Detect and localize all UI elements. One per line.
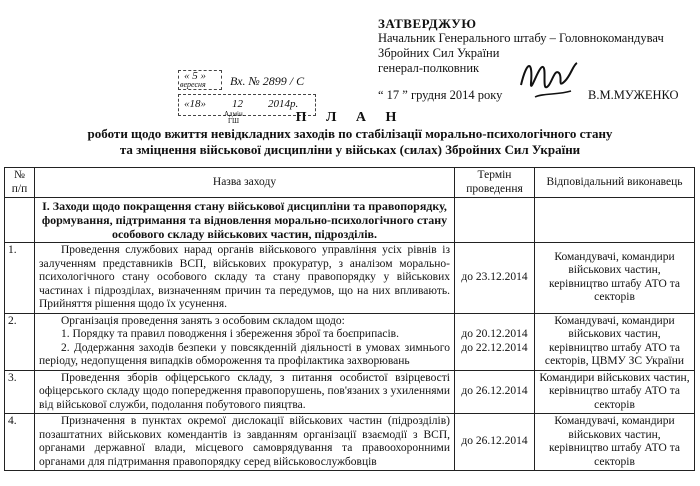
row-task	[35, 414, 455, 471]
header-num: № п/п	[5, 168, 35, 198]
table-row	[5, 414, 695, 471]
row-task	[35, 313, 455, 370]
document-subtitle-2: та зміцнення військової дисципліни у військах (силах) Збройних Сил України	[119, 142, 581, 157]
approval-position-line1: Начальник Генерального штабу – Головнокомандувач	[378, 31, 664, 45]
row-resp: Командувачі, командири військових частин, керівництво штабу АТО та секторів, ЦВМУ ЗС України	[535, 313, 695, 370]
row-task-text: Проведення службових нарад органів військового управління усіх рівнів із залученням представників ВСП, військових прокуратур, з аналізом морально-психологічного стану особового складу та стану правопорядку у військових частинах і підрозділах, визначенням причин та передумов, що на них впливають. Прийняття рішення щодо їх усунення.	[39, 244, 450, 310]
row-task-text: Призначення в пунктах окремої дислокації військових частин (підрозділів) позаштатних військових комендантів із завданням організації взаємодії з ВСП, органами державної влади, місцевого самоврядування та правоохоронними органами для підтримання правопорядку серед військовослужбовців	[39, 415, 450, 468]
table-header-row	[5, 168, 695, 198]
header-name: Назва заходу	[35, 168, 455, 198]
row-term: до 26.12.2014	[455, 414, 535, 471]
approval-signatory-name: В.М.МУЖЕНКО	[588, 88, 679, 102]
row-term: до 26.12.2014	[455, 370, 535, 414]
header-term: Термін проведення	[455, 168, 535, 198]
row-task-item-2: 2. Додержання заходів безпеки у повсякденній діяльності в умовах зимнього періоду, недопущення випадків обмороження та профілактика захворювань	[39, 341, 450, 367]
row-resp: Командувачі, командири військових частин, керівництво штабу АТО та секторів	[535, 243, 695, 314]
stamp-office: Адмін.	[224, 110, 245, 118]
signature-icon	[513, 55, 583, 105]
row-num: 2.	[5, 313, 35, 370]
document-title: П Л А Н	[295, 110, 405, 125]
stamp-month-word: вересня	[180, 80, 206, 89]
document-subtitle-1: роботи щодо вжиття невідкладних заходів по стабілізації морально-психологічного стану	[87, 126, 613, 141]
row-task	[35, 243, 455, 314]
approval-date: “ 17 ” грудня 2014 року	[378, 88, 503, 102]
section-num-cell	[5, 198, 35, 243]
row-term	[455, 313, 535, 370]
header-resp: Відповідальний виконавець	[535, 168, 695, 198]
stamp-date-day: «18»	[184, 98, 206, 110]
stamp-office2: ГШ	[228, 117, 240, 125]
section-term-cell	[455, 198, 535, 243]
row-term: до 23.12.2014	[455, 243, 535, 314]
row-num: 3.	[5, 370, 35, 414]
stamp-day: « 5 »	[184, 70, 206, 82]
table-row	[5, 243, 695, 314]
row-task-intro: Організація проведення занять з особовим складом щодо:	[61, 314, 345, 327]
table-row	[5, 313, 695, 370]
stamp-date-month: 12	[232, 98, 243, 110]
stamp-incoming-number: Вх. № 2899 / С	[230, 74, 305, 88]
section-title: І. Заходи щодо покращення стану військової дисципліни та правопорядку, формування, підтримання та відновлення морально-психологічного стану особового складу військових частин, підрозділів.	[35, 198, 455, 243]
table-row	[5, 370, 695, 414]
row-term-2: до 22.12.2014	[461, 341, 528, 354]
row-term-1: до 20.12.2014	[461, 328, 528, 340]
row-resp: Командири військових частин, керівництво штабу АТО та секторів	[535, 370, 695, 414]
plan-table	[4, 167, 695, 471]
section-row	[5, 198, 695, 243]
row-task-item-1: 1. Порядку та правил поводження і збереження зброї та боєприпасів.	[61, 328, 399, 340]
approval-position-line2: Збройних Сил України	[378, 46, 500, 60]
row-num: 1.	[5, 243, 35, 314]
row-task	[35, 370, 455, 414]
approval-heading: ЗАТВЕРДЖУЮ	[378, 16, 477, 31]
section-resp-cell	[535, 198, 695, 243]
row-resp: Командувачі, командири військових частин, керівництво штабу АТО та секторів	[535, 414, 695, 471]
approval-rank: генерал-полковник	[378, 61, 480, 75]
row-task-text: Проведення зборів офіцерського складу, з питання особистої взірцевості офіцерського складу щодо попередження правопорушень, пов'язаних з ухиленнями від військової служби, подолання побутового пияцтва.	[39, 371, 450, 411]
row-num: 4.	[5, 414, 35, 471]
stamp-date-year: 2014р.	[268, 98, 299, 110]
